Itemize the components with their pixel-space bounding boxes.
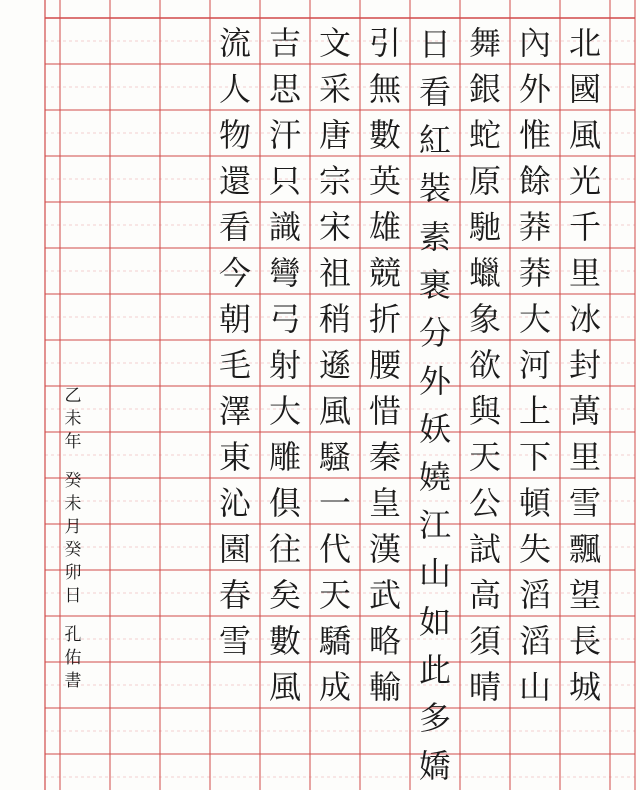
text-column-2 xyxy=(510,20,560,790)
character: 雪 xyxy=(568,484,601,522)
character: 高 xyxy=(468,576,501,614)
character: 欲 xyxy=(468,346,501,384)
signature-character: 孔 xyxy=(64,625,82,645)
character: 雄 xyxy=(368,208,401,246)
character: 春 xyxy=(218,576,251,614)
character: 矣 xyxy=(268,576,301,614)
character: 如 xyxy=(418,602,451,641)
text-column-1 xyxy=(560,20,610,790)
text-column-8 xyxy=(210,20,260,790)
character: 雕 xyxy=(268,438,301,476)
character: 代 xyxy=(318,530,351,568)
character: 失 xyxy=(518,530,551,568)
signature-character: 卯 xyxy=(64,563,82,583)
character: 看 xyxy=(218,208,251,246)
character: 上 xyxy=(518,392,551,430)
character: 長 xyxy=(568,622,601,660)
character: 思 xyxy=(268,70,301,108)
signature-character: 佑 xyxy=(64,648,82,668)
character: 宋 xyxy=(318,208,351,246)
character: 里 xyxy=(568,254,601,292)
character: 沁 xyxy=(218,484,251,522)
character: 腰 xyxy=(368,346,401,384)
character: 騷 xyxy=(318,438,351,476)
signature-character: 日 xyxy=(64,586,82,606)
signature-character: 書 xyxy=(64,671,82,691)
character: 稍 xyxy=(318,300,351,338)
text-column-4 xyxy=(410,20,460,790)
character: 銀 xyxy=(468,70,501,108)
character: 園 xyxy=(218,530,251,568)
character: 餘 xyxy=(518,162,551,200)
character: 無 xyxy=(368,70,401,108)
character: 舞 xyxy=(468,24,501,62)
character: 素 xyxy=(418,217,451,256)
character: 日 xyxy=(418,25,451,64)
character: 東 xyxy=(218,438,251,476)
character: 城 xyxy=(568,668,601,706)
character: 彎 xyxy=(268,254,301,292)
signature-character: 癸 xyxy=(64,471,82,491)
signature-character: 年 xyxy=(64,432,82,452)
signature-character: 乙 xyxy=(64,386,82,406)
character: 封 xyxy=(568,346,601,384)
character: 里 xyxy=(568,438,601,476)
character: 輸 xyxy=(368,668,401,706)
character: 大 xyxy=(518,300,551,338)
text-column-5 xyxy=(360,20,410,790)
character: 公 xyxy=(468,484,501,522)
character: 風 xyxy=(268,668,301,706)
character: 看 xyxy=(418,73,451,112)
character: 弓 xyxy=(268,300,301,338)
character: 飄 xyxy=(568,530,601,568)
character: 天 xyxy=(468,438,501,476)
character: 須 xyxy=(468,622,501,660)
character: 試 xyxy=(468,530,501,568)
character: 馳 xyxy=(468,208,501,246)
character: 數 xyxy=(268,622,301,660)
character: 多 xyxy=(418,698,451,737)
character: 國 xyxy=(568,70,601,108)
character: 裝 xyxy=(418,169,451,208)
character: 惟 xyxy=(518,116,551,154)
character: 折 xyxy=(368,300,401,338)
character: 象 xyxy=(468,300,501,338)
character: 成 xyxy=(318,668,351,706)
character: 朝 xyxy=(218,300,251,338)
character: 下 xyxy=(518,438,551,476)
character: 山 xyxy=(418,554,451,593)
character: 驕 xyxy=(318,622,351,660)
character: 大 xyxy=(268,392,301,430)
character: 千 xyxy=(568,208,601,246)
character: 一 xyxy=(318,484,351,522)
character: 江 xyxy=(418,506,451,545)
character: 吉 xyxy=(268,24,301,62)
signature-date xyxy=(60,473,86,605)
character: 毛 xyxy=(218,346,251,384)
character: 人 xyxy=(218,70,251,108)
character: 只 xyxy=(268,162,301,200)
character: 紅 xyxy=(418,121,451,160)
character: 望 xyxy=(568,576,601,614)
character: 莽 xyxy=(518,208,551,246)
character: 滔 xyxy=(518,622,551,660)
character: 外 xyxy=(418,361,451,400)
character: 原 xyxy=(468,162,501,200)
character: 遜 xyxy=(318,346,351,384)
character: 祖 xyxy=(318,254,351,292)
character: 還 xyxy=(218,162,251,200)
character: 往 xyxy=(268,530,301,568)
character: 冰 xyxy=(568,300,601,338)
signature-character: 未 xyxy=(64,494,82,514)
text-column-7 xyxy=(260,20,310,790)
signature-date xyxy=(60,388,86,451)
character: 山 xyxy=(518,668,551,706)
character: 天 xyxy=(318,576,351,614)
character: 宗 xyxy=(318,162,351,200)
character: 與 xyxy=(468,392,501,430)
signature-name xyxy=(60,627,86,690)
character: 外 xyxy=(518,70,551,108)
signature-character: 癸 xyxy=(64,540,82,560)
character: 妖 xyxy=(418,410,451,449)
character: 武 xyxy=(368,576,401,614)
character: 采 xyxy=(318,70,351,108)
character: 此 xyxy=(418,650,451,689)
character: 頓 xyxy=(518,484,551,522)
character: 俱 xyxy=(268,484,301,522)
text-column-6 xyxy=(310,20,360,790)
character: 雪 xyxy=(218,622,251,660)
character: 競 xyxy=(368,254,401,292)
character: 蠟 xyxy=(468,254,501,292)
character: 光 xyxy=(568,162,601,200)
character: 嬌 xyxy=(418,746,451,785)
character: 識 xyxy=(268,208,301,246)
character: 數 xyxy=(368,116,401,154)
character: 秦 xyxy=(368,438,401,476)
signature-character: 月 xyxy=(64,517,82,537)
character: 裹 xyxy=(418,265,451,304)
character: 風 xyxy=(568,116,601,154)
signature-character: 未 xyxy=(64,409,82,429)
signature-column xyxy=(58,388,88,690)
character: 汗 xyxy=(268,116,301,154)
character: 萬 xyxy=(568,392,601,430)
character: 晴 xyxy=(468,668,501,706)
character: 物 xyxy=(218,116,251,154)
character: 略 xyxy=(368,622,401,660)
character: 今 xyxy=(218,254,251,292)
character: 惜 xyxy=(368,392,401,430)
character: 流 xyxy=(218,24,251,62)
character: 風 xyxy=(318,392,351,430)
character: 唐 xyxy=(318,116,351,154)
character: 莽 xyxy=(518,254,551,292)
character: 嬈 xyxy=(418,458,451,497)
character: 澤 xyxy=(218,392,251,430)
text-column-3 xyxy=(460,20,510,790)
character: 英 xyxy=(368,162,401,200)
character: 漢 xyxy=(368,530,401,568)
character: 北 xyxy=(568,24,601,62)
character: 河 xyxy=(518,346,551,384)
character: 文 xyxy=(318,24,351,62)
character: 皇 xyxy=(368,484,401,522)
character: 內 xyxy=(518,24,551,62)
character: 引 xyxy=(368,24,401,62)
character: 滔 xyxy=(518,576,551,614)
character: 分 xyxy=(418,313,451,352)
character: 蛇 xyxy=(468,116,501,154)
character: 射 xyxy=(268,346,301,384)
